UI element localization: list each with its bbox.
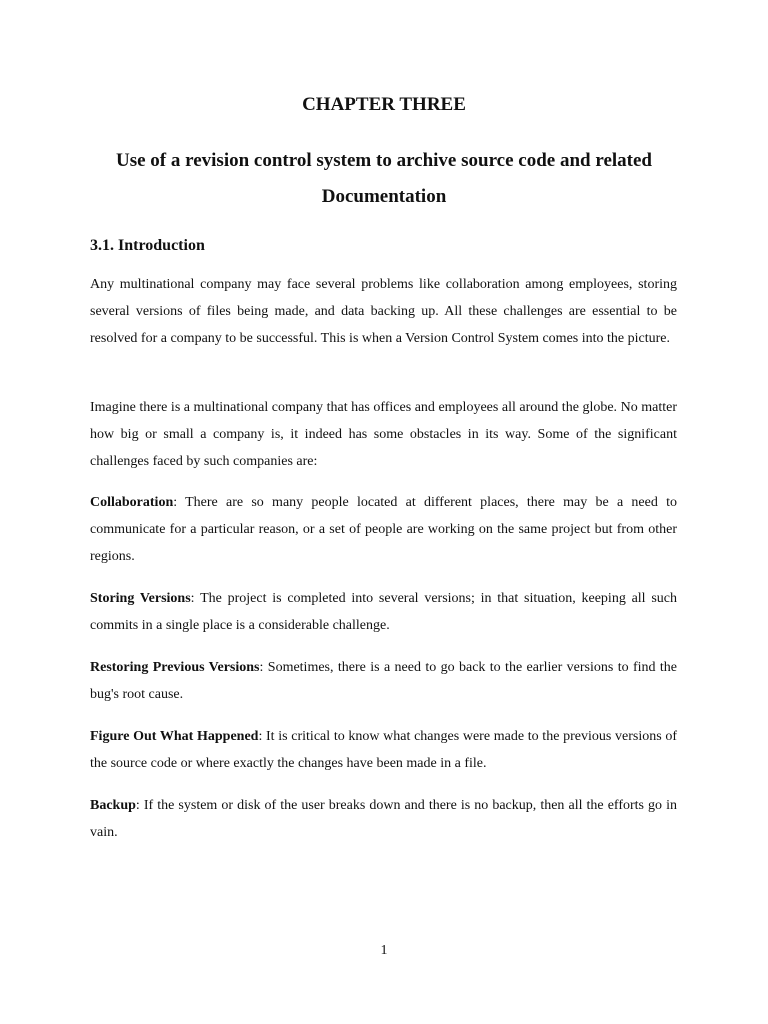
challenge-term: Restoring Previous Versions xyxy=(90,660,260,675)
challenge-description: : Sometimes, there is a need to go back to the earlier versions to find the bug's root cause. xyxy=(90,660,678,702)
challenge-description: : There are so many people located at different places, there may be a need to communicate for a particular reason, or a set of people are working on the same project but from other regions. xyxy=(90,495,677,564)
chapter-title: CHAPTER THREE xyxy=(302,94,466,115)
challenge-description: : The project is completed into several versions; in that situation, keeping all such commits in a single place is a considerable challenge. xyxy=(90,591,677,633)
challenge-term: Backup xyxy=(90,798,136,813)
challenge-term: Collaboration xyxy=(90,495,174,510)
challenge-term: Figure Out What Happened xyxy=(90,729,259,744)
challenge-paragraph-collaboration xyxy=(90,489,677,570)
challenge-description: : If the system or disk of the user breaks down and there is no backup, then all the efforts go in vain. xyxy=(90,798,677,840)
challenge-paragraph-restoring-versions xyxy=(90,654,677,708)
intro-paragraph: Imagine there is a multinational company that has offices and employees all around the globe. No matter how big or small a company is, it indeed has some obstacles in its way. Some of the significant challenges faced by such companies are: xyxy=(90,400,677,469)
challenge-term: Storing Versions xyxy=(90,591,191,606)
challenge-paragraph-figure-out xyxy=(90,723,677,777)
challenge-description: : It is critical to know what changes were made to the previous versions of the source code or where exactly the changes have been made in a file. xyxy=(90,729,677,771)
intro-paragraph: Any multinational company may face several problems like collaboration among employees, storing several versions of files being made, and data backing up. All these challenges are essential to be resolved for a company to be successful. This is when a Version Control System comes into the picture. xyxy=(90,277,677,346)
challenge-paragraph-backup xyxy=(90,792,677,846)
challenge-paragraph-storing-versions xyxy=(90,585,677,639)
section-heading: 3.1. Introduction xyxy=(90,237,205,254)
document-title: Use of a revision control system to archive source code and related Documentation xyxy=(116,150,652,207)
page-number: 1 xyxy=(380,943,388,958)
